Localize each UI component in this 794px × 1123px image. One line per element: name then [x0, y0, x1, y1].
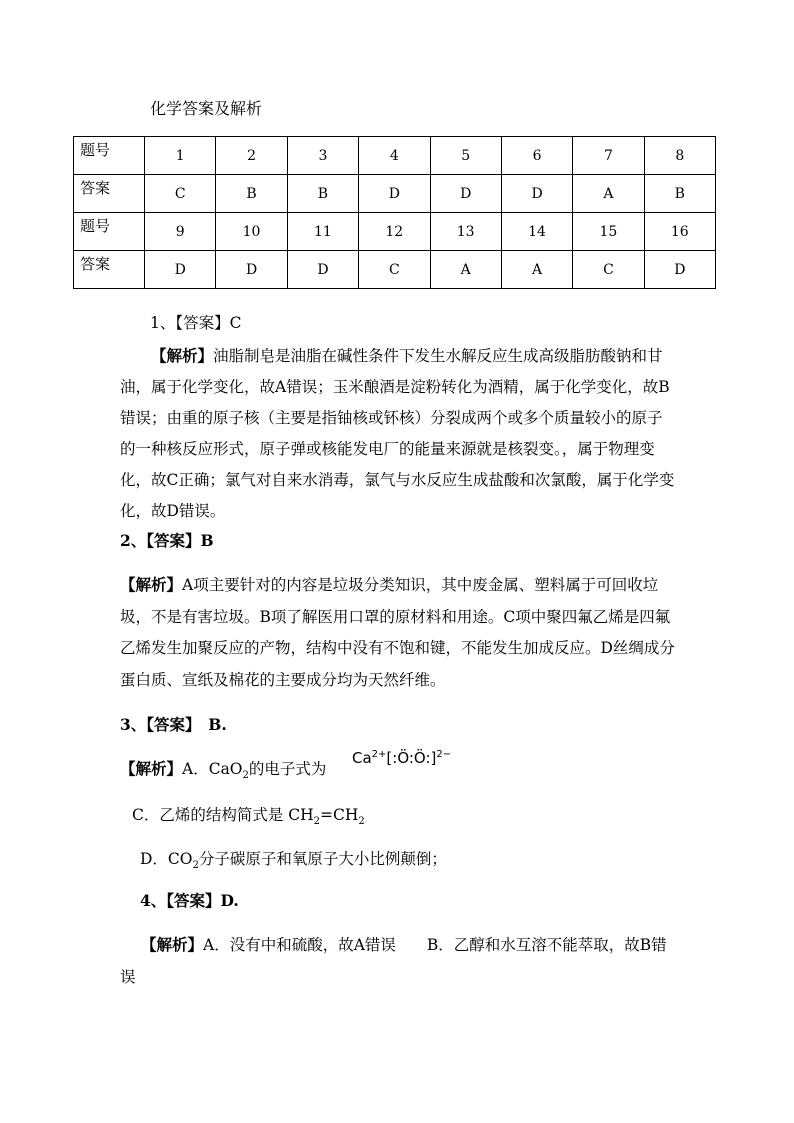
page-title: 化学答案及解析	[150, 99, 263, 118]
formula-ca-sup: 2+	[371, 749, 387, 760]
table-cell: 16	[644, 213, 715, 251]
q3-d-suffix: 分子碳原子和氧原子大小比例颠倒；	[198, 850, 447, 868]
q3-a-sub: 2	[242, 770, 249, 782]
table-cell: D	[501, 175, 572, 213]
table-cell: 13	[430, 213, 501, 251]
table-cell: 10	[216, 213, 287, 251]
table-cell: 8	[644, 137, 715, 175]
q4-analysis-label: 【解析】	[141, 935, 204, 954]
q4-analysis-text: A．没有中和硫酸，故A错误 B．乙醇和水互溶不能萃取，故B错	[203, 936, 667, 954]
table-cell: A	[430, 251, 501, 289]
q1-answer: 1、【答案】C	[150, 314, 242, 332]
q4-analysis-line2: 误	[120, 968, 136, 986]
table-cell: 2	[216, 137, 287, 175]
q4-answer: 4、【答案】D.	[140, 891, 239, 910]
table-cell: 15	[573, 213, 644, 251]
q1-analysis-text: 油脂制皂是油脂在碱性条件下发生水解反应生成高级脂肪酸钠和甘油，属于化学变化，故A错误；玉米酿酒是淀粉转化为酒精，属于化学变化，故B错误；由重的原子核（主要是指铀核或钚核）分裂成两个或多个质量较小的原子的一种核反应形式，原子弹或核能发电厂的能量来源就是核裂变。，属于物理变化，故C正确；氯气对自来水消毒，氯气与水反应生成盐酸和次氯酸，属于化学变化，故D错误。	[120, 347, 675, 520]
table-cell: 11	[287, 213, 358, 251]
table-cell: 12	[359, 213, 430, 251]
q1-analysis	[120, 340, 676, 527]
electron-formula	[352, 749, 451, 767]
table-cell: D	[359, 175, 430, 213]
table-cell: D	[216, 251, 287, 289]
q3-analysis-a	[120, 754, 326, 791]
row-label: 题号	[74, 137, 145, 175]
table-cell: D	[287, 251, 358, 289]
table-row	[74, 175, 716, 213]
row-label: 题号	[74, 213, 145, 251]
table-cell: 14	[501, 213, 572, 251]
q3-d-sub: 2	[192, 860, 199, 872]
answer-table	[73, 136, 716, 289]
table-cell: D	[644, 251, 715, 289]
table-cell: D	[145, 251, 216, 289]
q2-analysis-text: A项主要针对的内容是垃圾分类知识，其中废金属、塑料属于可回收垃圾，不是有害垃圾。B项了解医用口罩的原材料和用途。C项中聚四氟乙烯是四氟乙烯发生加聚反应的产物，结构中没有不饱和键，不能发生加成反应。D丝绸成分蛋白质、宣纸及棉花的主要成分均为天然纤维。	[120, 576, 675, 689]
row-label: 答案	[74, 175, 145, 213]
q3-c-mid: =CH	[320, 806, 359, 824]
formula-mid: [:Ö:Ö:]	[386, 749, 437, 767]
table-cell: 9	[145, 213, 216, 251]
table-cell: C	[573, 251, 644, 289]
q3-analysis-d	[140, 844, 447, 881]
table-cell: B	[287, 175, 358, 213]
q3-c-prefix: C．乙烯的结构简式是 CH	[132, 806, 314, 824]
q3-analysis-c	[132, 800, 365, 837]
q3-a-prefix: A．CaO	[182, 760, 243, 778]
table-row	[74, 251, 716, 289]
table-cell: 7	[573, 137, 644, 175]
q4-analysis-line1	[141, 930, 667, 960]
table-row	[74, 213, 716, 251]
formula-ca: Ca	[352, 749, 372, 767]
q2-answer: 2、【答案】B	[120, 531, 214, 550]
table-cell: 1	[145, 137, 216, 175]
table-cell: C	[359, 251, 430, 289]
q3-c-sub1: 2	[313, 816, 321, 828]
q3-d-prefix: D．CO	[140, 850, 193, 868]
row-label: 答案	[74, 251, 145, 289]
q2-analysis-label: 【解析】	[120, 575, 183, 594]
table-cell: C	[145, 175, 216, 213]
table-cell: B	[644, 175, 715, 213]
q3-analysis-label: 【解析】	[120, 759, 183, 778]
table-row	[74, 137, 716, 175]
table-cell: 3	[287, 137, 358, 175]
q2-analysis	[120, 569, 676, 696]
table-cell: 6	[501, 137, 572, 175]
table-cell: A	[573, 175, 644, 213]
q3-answer: 3、【答案】 B.	[120, 715, 227, 734]
table-cell: D	[430, 175, 501, 213]
formula-sup: 2−	[436, 749, 452, 760]
q3-a-suffix: 的电子式为	[248, 760, 327, 778]
q3-c-sub2: 2	[358, 816, 365, 828]
table-cell: B	[216, 175, 287, 213]
q1-analysis-label: 【解析】	[151, 346, 214, 365]
table-cell: 5	[430, 137, 501, 175]
table-cell: 4	[359, 137, 430, 175]
table-cell: A	[501, 251, 572, 289]
